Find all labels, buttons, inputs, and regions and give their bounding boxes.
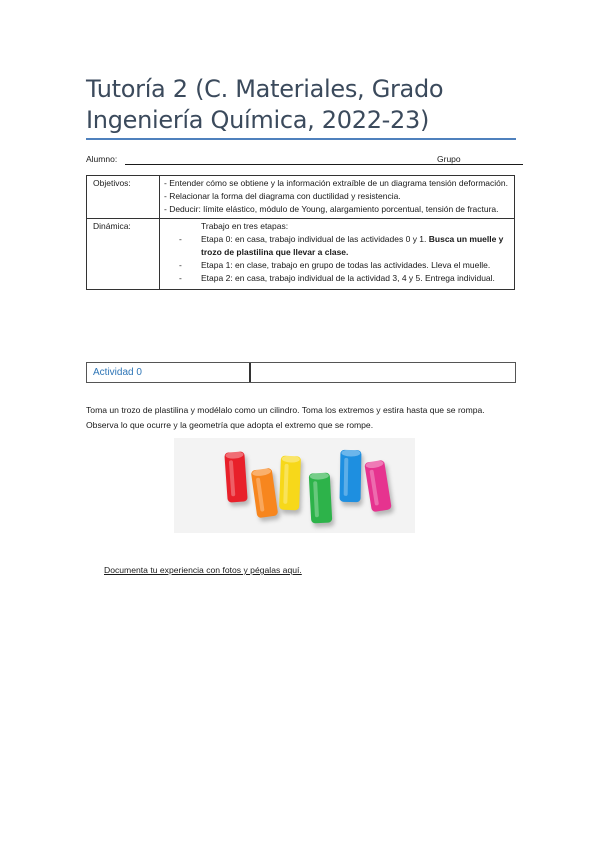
document-prompt: Documenta tu experiencia con fotos y pégalas aquí. <box>104 565 302 575</box>
student-info-row <box>86 154 516 166</box>
plasticine-cylinder <box>309 472 335 528</box>
etapa-0-bold: Busca un muelle y trozo de plastilina que llevar a clase. <box>201 233 504 258</box>
alumno-label: Alumno: <box>86 154 118 164</box>
dash-bullet: - <box>179 233 182 244</box>
grupo-label: Grupo <box>437 154 461 164</box>
plasticine-cylinder <box>224 451 250 507</box>
objetivo-item: - Entender cómo se obtiene y la información extraíble de un diagrama tensión deformación. <box>164 178 508 188</box>
etapa-0-item <box>164 233 510 259</box>
dinamica-label: Dinámica: <box>87 218 160 289</box>
tutorial-info-table <box>86 175 515 290</box>
plasticine-cylinders-photo <box>174 438 415 533</box>
objetivos-content <box>160 176 515 219</box>
instructions-paragraph: Toma un trozo de plastilina y modélalo como un cilindro. Toma los extremos y estira hasta que se rompa. Observa lo que ocurre y la geometría que adopta el extremo que se rompe. <box>86 405 485 430</box>
objetivo-item: - Relacionar la forma del diagrama con ductilidad y resistencia. <box>164 191 401 202</box>
title-line-1: Tutoría 2 (C. Materiales, Grado <box>86 75 444 103</box>
plasticine-cylinder <box>339 449 363 506</box>
title-line-2: Ingeniería Química, 2022-23) <box>86 106 430 134</box>
etapas-list <box>164 233 510 286</box>
objetivo-item: - Deducir: límite elástico, módulo de Young, alargamiento porcentual, tensión de fractura. <box>164 204 499 215</box>
activity-tab <box>87 363 251 382</box>
objetivos-label: Objetivos: <box>87 176 160 219</box>
plasticine-cylinder <box>364 459 394 516</box>
plasticine-cylinder <box>251 467 281 522</box>
etapa-1-text: Etapa 1: en clase, trabajo en grupo de todas las actividades. Lleva el muelle. <box>201 260 491 271</box>
alumno-field[interactable] <box>125 164 523 165</box>
objetivos-row <box>87 176 515 219</box>
title-underline <box>86 138 516 140</box>
dinamica-intro: Trabajo en tres etapas: <box>201 220 289 231</box>
dinamica-row <box>87 218 515 289</box>
page-title <box>86 74 516 136</box>
plasticine-illustration <box>174 438 415 533</box>
dash-bullet: - <box>179 260 182 271</box>
etapa-2-item <box>164 272 510 285</box>
dash-bullet: - <box>179 273 182 284</box>
activity-header <box>86 362 516 383</box>
etapa-1-item <box>164 259 510 272</box>
dinamica-content <box>160 218 515 289</box>
etapa-0-text: Etapa 0: en casa, trabajo individual de las actividades 0 y 1. <box>201 233 429 244</box>
plasticine-cylinder <box>279 455 303 514</box>
etapa-2-text: Etapa 2: en casa, trabajo individual de la actividad 3, 4 y 5. Entrega individual. <box>201 273 495 284</box>
activity-label: Actividad 0 <box>93 367 142 378</box>
grupo-field[interactable] <box>468 164 514 165</box>
